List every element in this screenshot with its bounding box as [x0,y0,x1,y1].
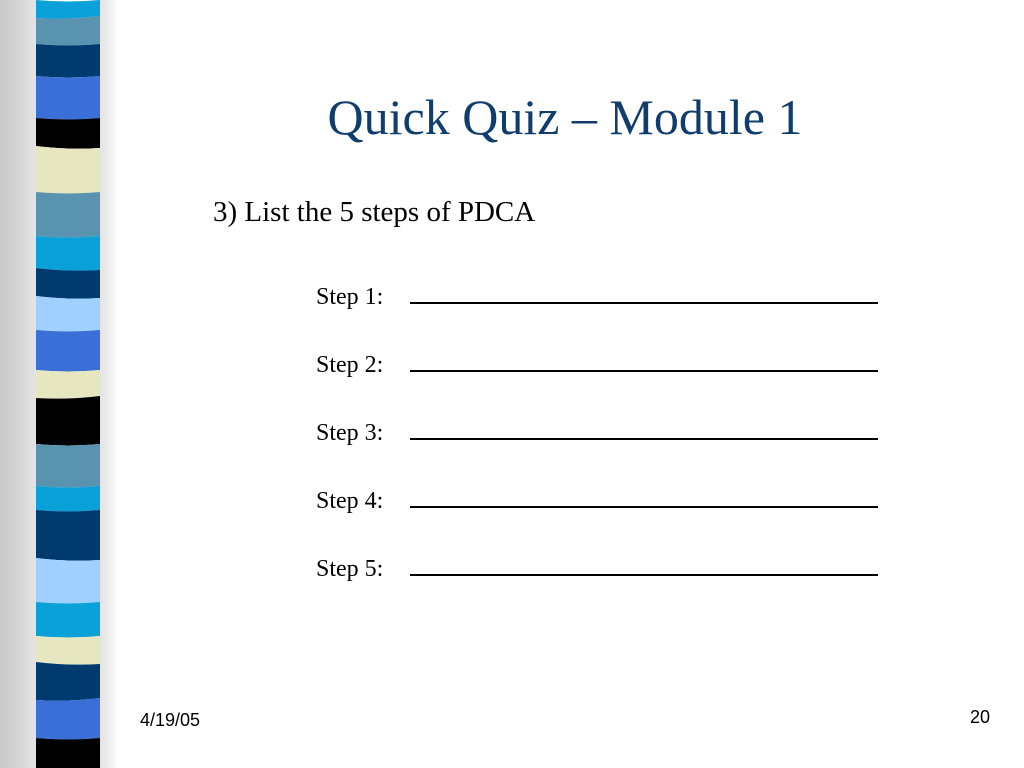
band-stripe [36,16,100,46]
band-stripe [36,0,100,19]
band-stripe [36,510,100,561]
step-row [316,484,878,552]
step-row [316,280,878,348]
step-label: Step 4: [316,488,384,514]
band-stripe [36,44,100,78]
step-label: Step 5: [316,556,384,582]
band-stripe [36,330,100,372]
page-number: 20 [969,707,990,727]
step-label: Step 2: [316,352,384,378]
band-stripe [36,192,100,238]
band-stripe [36,662,100,701]
answer-blank-line [410,416,878,440]
band-stripe [36,698,100,740]
band-stripe [36,444,100,488]
quiz-question: 3) List the 5 steps of PDCA [213,196,536,228]
band-stripe [36,146,100,194]
band-stripe [36,636,100,665]
answer-blank-line [410,484,878,508]
step-row [316,416,878,484]
band-stripe [36,396,100,446]
band-stripe [36,268,100,299]
band-stripe [36,118,100,149]
band-stripe [36,602,100,638]
band-stripe [36,296,100,332]
step-list [316,280,878,620]
band-stripe [36,76,100,120]
band-stripe [36,738,100,768]
step-row [316,552,878,620]
step-label: Step 1: [316,284,384,310]
step-label: Step 3: [316,420,384,446]
band-stripe [36,236,100,271]
band-stripe [36,370,100,399]
answer-blank-line [410,348,878,372]
answer-blank-line [410,552,878,576]
band-stripe [36,558,100,604]
band-stripe [36,486,100,512]
decorative-striped-band [36,0,100,768]
slide-title: Quick Quiz – Module 1 [327,89,803,145]
answer-blank-line [410,280,878,304]
step-row [316,348,878,416]
footer-date: 4/19/05 [140,710,201,730]
